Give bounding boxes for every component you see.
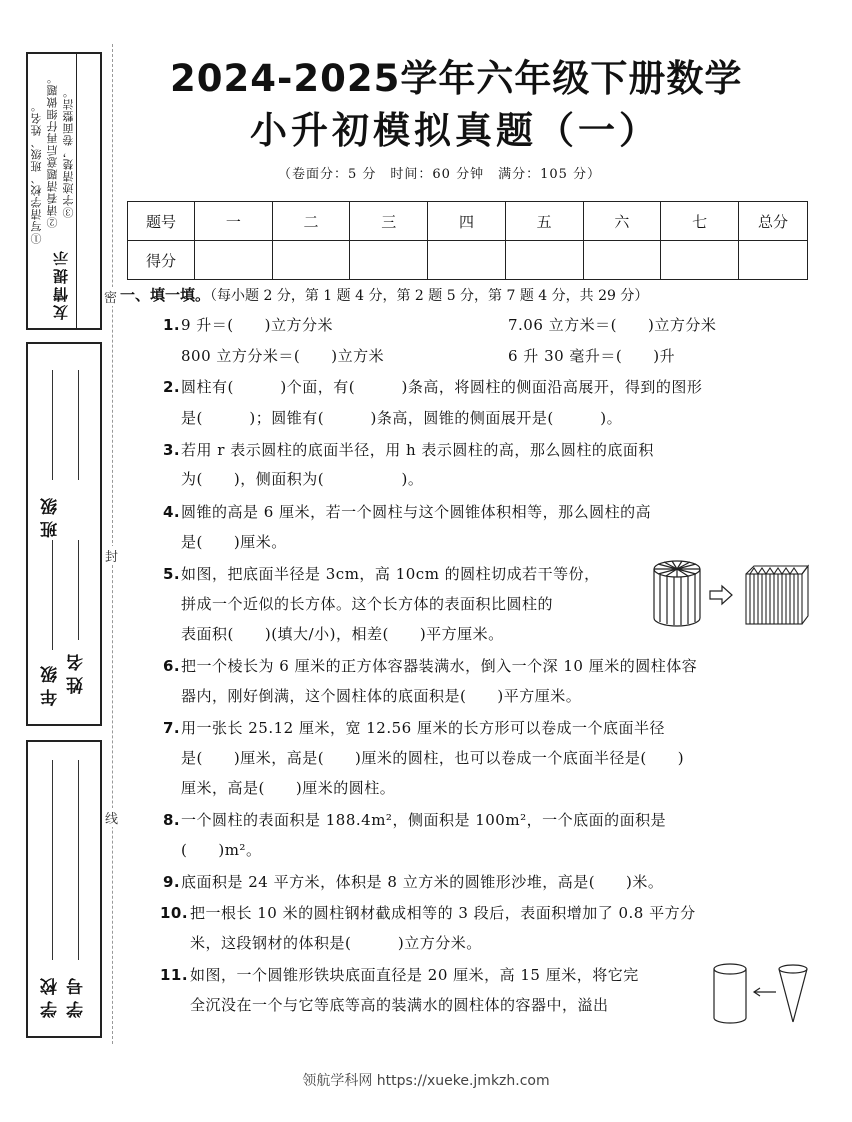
- question-number: 9.: [163, 873, 181, 891]
- class-underline: [52, 370, 53, 480]
- seal-char-mi: 密: [104, 287, 117, 306]
- q2-line2: 是( )；圆锥有( )条高，圆锥的侧面展开是( )。: [181, 409, 623, 427]
- tips-line-1: ①写清学校、班级、姓名。: [30, 100, 43, 244]
- q8-line1: 一个圆柱的表面积是 188.4m²，侧面积是 100m²，一个底面的面积是: [181, 811, 667, 829]
- seal-char-xian: 线: [105, 808, 118, 827]
- binding-line: [112, 44, 113, 1044]
- page-title-line1: 2024-2025学年六年级下册数学: [170, 57, 743, 100]
- question-number: 4.: [163, 503, 181, 521]
- section-heading: [120, 284, 648, 305]
- q10-line1: 把一根长 10 米的圆柱钢材截成相等的 3 段后，表面积增加了 0.8 平方分: [190, 904, 696, 922]
- q9-line1: 底面积是 24 平方米，体积是 8 立方米的圆锥形沙堆，高是( )米。: [181, 873, 664, 891]
- q6-line2: 器内，刚好倒满，这个圆柱体的底面积是( )平方厘米。: [181, 687, 582, 705]
- q7-line2: 是( )厘米，高是( )厘米的圆柱，也可以卷成一个底面半径是( ): [181, 749, 685, 767]
- score-cell[interactable]: [350, 241, 428, 280]
- tips-line-2: ②请看清题意后再仔细做题。: [46, 72, 59, 228]
- q7-line1: 用一张长 25.12 厘米，宽 12.56 厘米的长方形可以卷成一个底面半径: [181, 719, 665, 737]
- footer-watermark: 领航学科网 https://xueke.jmkzh.com: [302, 1073, 550, 1089]
- question-number: 11.: [160, 966, 189, 984]
- score-header-cell: 题号: [128, 202, 195, 241]
- q3-line2: 为( )，侧面积为( )。: [181, 470, 424, 488]
- question-number: 8.: [163, 811, 181, 829]
- class-label: 班级: [41, 492, 61, 538]
- q4-line2: 是( )厘米。: [181, 533, 287, 551]
- score-cell[interactable]: [428, 241, 506, 280]
- section-title: 一、填一填。: [120, 286, 211, 304]
- arrow-right-icon: [710, 586, 732, 604]
- tips-title: 友情提示: [52, 248, 70, 320]
- score-header-row: [128, 202, 808, 241]
- score-header-cell: 七: [661, 202, 739, 241]
- q11-line1: 如图，一个圆锥形铁块底面直径是 20 厘米，高 15 厘米，将它完: [190, 966, 639, 984]
- q5-line1: 如图，把底面半径是 3cm，高 10cm 的圆柱切成若干等份，: [181, 565, 600, 583]
- name-underline: [78, 540, 79, 640]
- score-header-cell: 五: [505, 202, 583, 241]
- tips-line-3: ③字迹清楚，卷面整洁。: [62, 86, 75, 218]
- q5-line2: 拼成一个近似的长方体。这个长方体的表面积比圆柱的: [181, 595, 554, 613]
- page-title-line2: 小升初模拟真题（一）: [250, 109, 660, 152]
- section-note: （每小题 2 分，第 1 题 4 分，第 2 题 5 分，第 7 题 4 分，共 29 分）: [210, 288, 649, 304]
- question-number: 7.: [163, 719, 181, 737]
- q5-line3: 表面积( )(填大/小)，相差( )平方厘米。: [181, 625, 504, 643]
- question-number: 2.: [163, 378, 181, 396]
- score-header-cell: 六: [583, 202, 661, 241]
- exam-info: （卷面分：5 分 时间：60 分钟 满分：105 分）: [278, 167, 602, 182]
- score-value-row: [128, 241, 808, 280]
- score-table: [127, 201, 808, 280]
- cuboid-icon: [746, 566, 808, 624]
- question-number: 3.: [163, 441, 181, 459]
- name-label: 姓名: [67, 648, 87, 694]
- score-header-cell: 二: [272, 202, 350, 241]
- q6-line1: 把一个棱长为 6 厘米的正方体容器装满水，倒入一个深 10 厘米的圆柱体容: [181, 657, 698, 675]
- arrow-left-icon: [754, 988, 776, 996]
- score-row-label: 得分: [128, 241, 195, 280]
- seal-char-feng: 封: [105, 546, 118, 565]
- q1-part-d: 6 升 30 毫升＝( )升: [508, 347, 676, 365]
- question-number: 5.: [163, 565, 181, 583]
- grade-label: 年级: [41, 660, 61, 706]
- score-cell[interactable]: [505, 241, 583, 280]
- class-underline-2: [78, 370, 79, 480]
- q1-part-b: 7.06 立方米＝( )立方分米: [508, 316, 717, 334]
- score-cell[interactable]: [661, 241, 739, 280]
- q10-line2: 米，这段钢材的体积是( )立方分米。: [190, 934, 482, 952]
- q4-line1: 圆锥的高是 6 厘米，若一个圆柱与这个圆锥体积相等，那么圆柱的高: [181, 503, 652, 521]
- school-label: 学校: [41, 972, 61, 1018]
- score-cell[interactable]: [195, 241, 273, 280]
- cone-icon: [779, 965, 807, 1022]
- q2-line1: 圆柱有( )个面，有( )条高，将圆柱的侧面沿高展开，得到的图形: [181, 378, 703, 396]
- grade-underline: [52, 540, 53, 650]
- score-cell[interactable]: [739, 241, 808, 280]
- id-label: 学号: [67, 972, 87, 1018]
- question-number: 10.: [160, 904, 189, 922]
- question-number: 1.: [163, 316, 181, 334]
- score-header-cell: 总分: [739, 202, 808, 241]
- score-header-cell: 一: [195, 202, 273, 241]
- score-cell[interactable]: [583, 241, 661, 280]
- question-number: 6.: [163, 657, 181, 675]
- score-header-cell: 三: [350, 202, 428, 241]
- q7-line3: 厘米，高是( )厘米的圆柱。: [181, 779, 396, 797]
- id-underline: [78, 760, 79, 960]
- q3-line1: 若用 r 表示圆柱的底面半径，用 h 表示圆柱的高，那么圆柱的底面积: [181, 441, 654, 459]
- school-underline: [52, 760, 53, 960]
- cylinder-container-icon: [714, 964, 746, 1023]
- sliced-cylinder-icon: [654, 561, 700, 626]
- q1-part-c: 800 立方分米＝( )立方米: [181, 347, 385, 365]
- score-cell[interactable]: [272, 241, 350, 280]
- q11-line2: 全沉没在一个与它等底等高的装满水的圆柱体的容器中，溢出: [190, 996, 609, 1014]
- cylinder-to-cuboid-figure: [650, 558, 810, 630]
- cylinder-cone-figure: [710, 962, 810, 1028]
- q8-line2: ( )m²。: [181, 841, 262, 859]
- q1-part-a: 9 升＝( )立方分米: [181, 316, 334, 334]
- score-header-cell: 四: [428, 202, 506, 241]
